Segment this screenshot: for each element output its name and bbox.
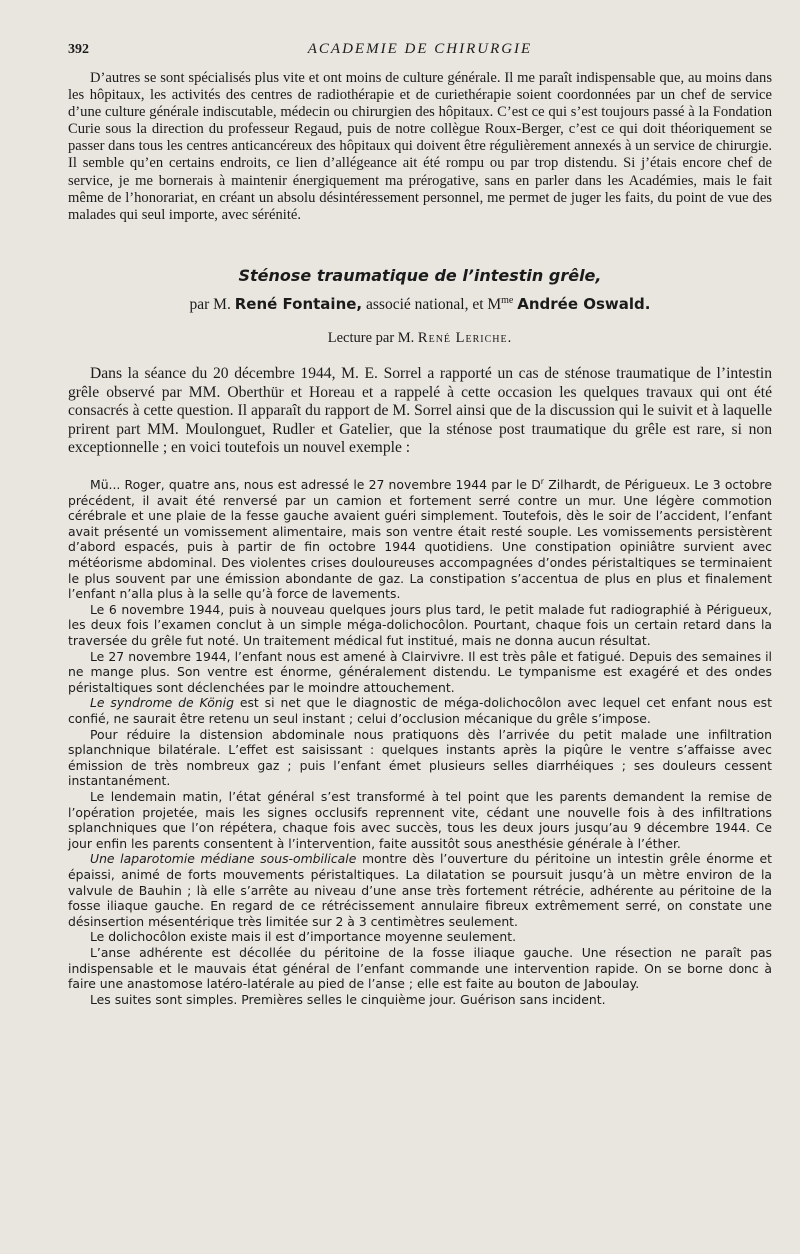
running-header <box>68 38 772 60</box>
intro-paragraph: D’autres se sont spécialisés plus vite et ont moins de culture générale. Il me paraît indispensable que, au moins dans les hôpitaux, les activités des centres de radiothérapie et de curiethérapie soient coordonnées par un chef de service d’une culture générale indiscutable, médecin ou chirurgien des hôpitaux. C’est ce qui s’est toujours passé à la Fondation Curie sous la direction du professeur Regaud, puis de notre collègue Roux-Berger, c’est ce qui doit théoriquement se passer dans tous les centres anticancéreux des hôpitaux qui doivent être régulièrement annexés à un service de chirurgie. Il semble qu’en certains endroits, ce lien d’allégeance ait été rompu ou par trop distendu. Si j’étais encore chef de service, je me bornerais à maintenir énergiquement ma prérogative, sans en parler dans les Académies, mais le fait même de l’honorariat, en créant un absolu désintéressement personnel, me permet de juger les faits, du point de vue des malades qui seul importe, avec sérénité. <box>68 70 772 223</box>
byline-mid: associé national, et M <box>366 296 502 313</box>
author-oswald: Andrée Oswald. <box>517 295 651 313</box>
case-text: montre dès l’ouverture du péritoine un intestin grêle énorme et épaissi, animé de forts mouvements péristaltiques. La dilatation se poursuit jusqu’à un mètre environ de la valvule de Bauhin ; là elle s’arrête au niveau d’une anse très fortement rétrécie, adhérente au péritoine de la fosse iliaque gauche. En regard de ce rétrécissement annulaire fibreux extrêmement serré, on constate une désinsertion mésentérique très limitée sur 2 à 3 centimètres seulement. <box>68 851 772 929</box>
case-italic: Le syndrome de König <box>90 695 234 711</box>
case-italic: Une laparotomie médiane sous-ombilicale <box>90 851 357 867</box>
lede-paragraph: Dans la séance du 20 décembre 1944, M. E. Sorrel a rapporté un cas de sténose traumatique de l’intestin grêle observé par MM. Oberthür et Horeau et a rappelé à cette occasion les quelques travaux qui ont été consacrés à cette question. Il apparaît du rapport de M. Sorrel ainsi que de la discussion qui le suivit et à laquelle prirent part MM. Moulonguet, Rudler et Gatelier, que la sténose post traumatique du grêle est rare, si non exceptionnelle ; en voici toutefois un nouvel exemple : <box>68 365 772 457</box>
case-paragraph <box>68 851 772 929</box>
case-paragraph: Les suites sont simples. Premières selles le cinquième jour. Guérison sans incident. <box>90 991 606 1007</box>
lecture-name: René Leriche. <box>417 330 513 346</box>
journal-title: ACADEMIE DE CHIRURGIE <box>307 41 533 57</box>
byline-sup: me <box>501 294 514 306</box>
intro-section <box>68 70 772 224</box>
case-paragraph: Le 6 novembre 1944, puis à nouveau quelques jours plus tard, le petit malade fut radiographié à Périgueux, les deux fois l’examen conclut à un simple méga-dolichocôlon. Pourtant, chaque fois un certain retard dans la traversée du grêle fut noté. Un traitement médical fut institué, mais ne donna aucun résultat. <box>68 601 772 649</box>
article-byline <box>68 295 772 314</box>
case-paragraph: Le dolichocôlon existe mais il est d’importance moyenne seulement. <box>90 929 517 945</box>
case-report <box>68 474 772 1007</box>
case-paragraph <box>68 695 772 726</box>
case-paragraph: L’anse adhérente est décollée du péritoine de la fosse iliaque gauche. Une résection ne paraît pas indispensable et le mauvais état général de l’enfant commande une intervention rapide. On se borne donc à faire une anastomose latéro-latérale au pied de l’anse ; elle est faite au bouton de Jaboulay. <box>68 944 772 992</box>
case-text: Mü... Roger, quatre ans, nous est adressé le 27 novembre 1944 par le D <box>90 477 541 493</box>
article-title: Sténose traumatique de l’intestin grêle, <box>238 265 602 285</box>
case-paragraph: Le lendemain matin, l’état général s’est transformé à tel point que les parents demandent la remise de l’opération projetée, mais les signes occlusifs reprennent vite, cédant une nouvelle fois à des infiltrations splanchniques que l’on répétera, chaque fois avec succès, tous les deux jours jusqu’au 9 décembre 1944. Ce jour enfin les parents consentent à l’intervention, faite aussitôt sous anesthésie générale à l’éther. <box>68 788 772 851</box>
case-paragraph: Pour réduire la distension abdominale nous pratiquons dès l’arrivée du petit malade une infiltration splanchnique bilatérale. L’effet est saisissant : quelques instants après la piqûre le ventre s’affaisse avec émission de très nombreux gaz ; puis l’enfant émet plusieurs selles diarrhéiques ; ses douleurs cessent instantanément. <box>68 726 772 789</box>
case-text: est si net que le diagnostic de méga-dolichocôlon avec lequel cet enfant nous est confié, ne saurait être retenu un seul instant ; celui d’occlusion mécanique du grêle s’impose. <box>68 695 772 726</box>
author-fontaine: René Fontaine, <box>234 295 363 313</box>
page-number: 392 <box>68 42 89 57</box>
case-text: Zilhardt, de Périgueux. Le 3 octobre précédent, il avait été renversé par un camion et fortement serré contre un mur. Une légère commotion cérébrale et une plaie de la fesse gauche avaient guéri simplement. Toutefois, dès le soir de l’accident, l’enfant avait présenté un vomissement alimentaire, mais son ventre était resté souple. Les vomissements persistèrent d’abord espacés, puis à partir de fin octobre 1944 quotidiens. Une constipation opiniâtre survient avec météorisme abdominal. Des violentes crises douloureuses accompagnées d’ondes péristaltiques se terminaient le plus souvent par une émission abondante de gaz. La constipation s’accentua de plus en plus et finalement l’enfant n’alla plus à la selle qu’à force de lavements. <box>68 477 772 602</box>
case-sup: r <box>540 476 545 486</box>
lecture-prefix: Lecture par M. <box>327 330 415 346</box>
lecture-line <box>68 330 772 347</box>
lede-section <box>68 365 772 458</box>
case-paragraph <box>68 474 772 602</box>
byline-prefix: par M. <box>189 296 231 313</box>
case-paragraph: Le 27 novembre 1944, l’enfant nous est amené à Clairvivre. Il est très pâle et fatigué. Depuis des semaines il ne mange plus. Son ventre est énorme, généralement distendu. Le tympanisme est exagéré et des ondes péristaltiques sont déclenchées par le moindre attouchement. <box>68 648 772 695</box>
